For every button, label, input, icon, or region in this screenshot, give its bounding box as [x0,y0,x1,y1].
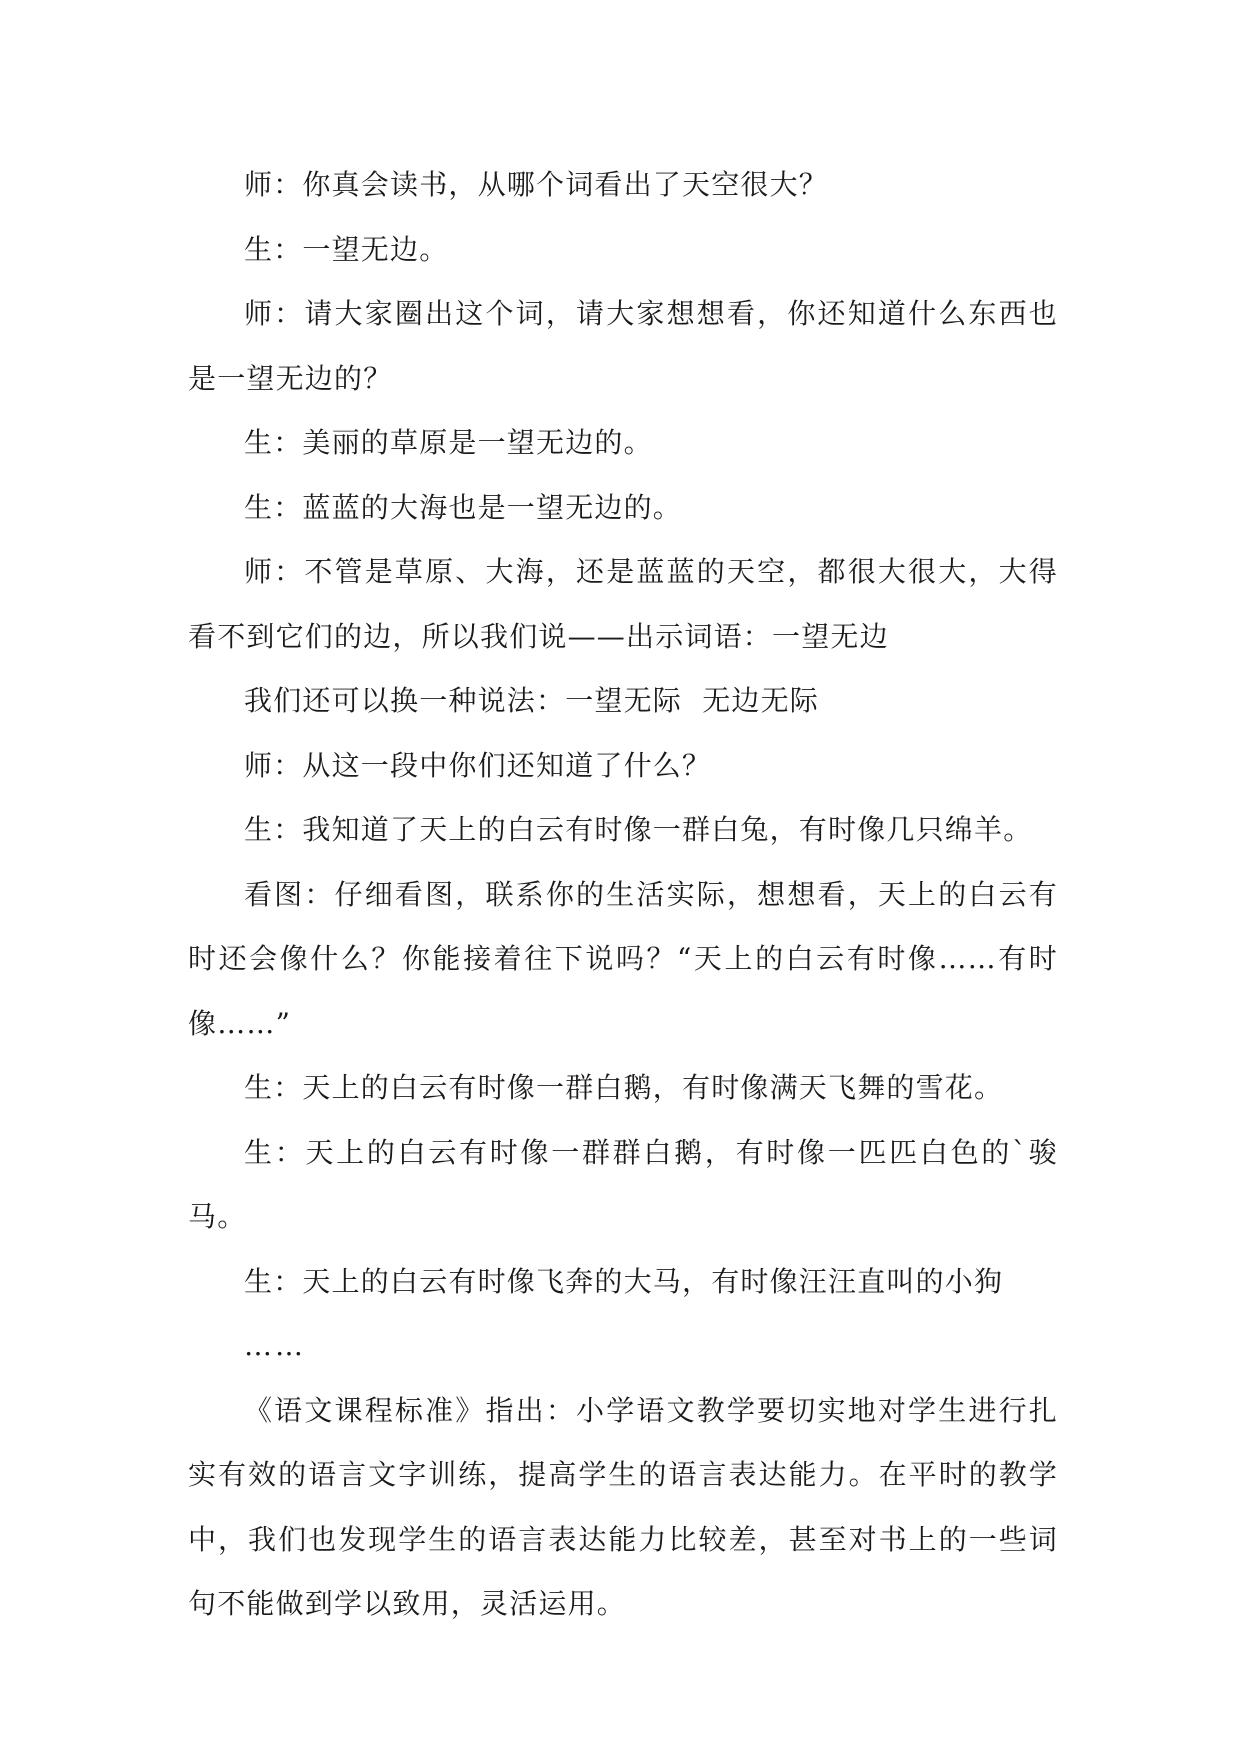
paragraph: 师：不管是草原、大海，还是蓝蓝的天空，都很大很大，大得看不到它们的边，所以我们说——出示词语：一望无边 [188,555,1058,653]
paragraph: 生：天上的白云有时像一群白鹅，有时像满天飞舞的雪花。 [244,1071,1004,1104]
document-body [188,153,1058,1637]
paragraph: 我们还可以换一种说法：一望无际 无边无际 [244,684,820,717]
paragraph: 生：蓝蓝的大海也是一望无边的。 [244,490,683,524]
paragraph: 师：你真会读书，从哪个词看出了天空很大？ [244,168,829,201]
paragraph: 生：我知道了天上的白云有时像一群白兔，有时像几只绵羊。 [244,813,1033,846]
paragraph: 看图：仔细看图，联系你的生活实际，想想看，天上的白云有时还会像什么？你能接着往下说吗？“天上的白云有时像……有时像……” [188,877,1058,1040]
paragraph: 生：一望无边。 [244,232,449,266]
paragraph: 师：请大家圈出这个词，请大家想想看，你还知道什么东西也是一望无边的？ [188,297,1058,395]
paragraph: 《语文课程标准》指出：小学语文教学要切实地对学生进行扎实有效的语言文字训练，提高学生的语言表达能力。在平时的教学中，我们也发现学生的语言表达能力比较差，甚至对书上的一些词句不能做到学以致用，灵活运用。 [188,1393,1058,1620]
paragraph: 生：天上的白云有时像飞奔的大马，有时像汪汪直叫的小狗 [244,1264,1004,1298]
paragraph: 师：从这一段中你们还知道了什么？ [244,748,712,782]
paragraph: 生：天上的白云有时像一群群白鹅，有时像一匹匹白色的`骏马。 [188,1135,1058,1233]
paragraph: 生：美丽的草原是一望无边的。 [244,426,653,459]
ellipsis-line: …… [244,1329,306,1362]
